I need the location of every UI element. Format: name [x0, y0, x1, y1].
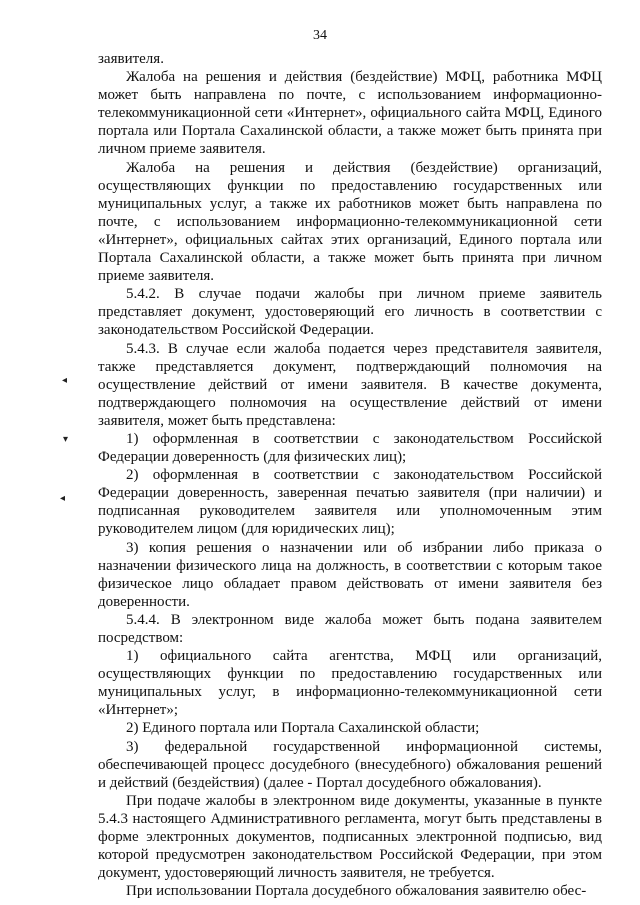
list-item: 3) копия решения о назначении или об избрании либо приказа о назначении физического лица на должность, в соответствии с которым такое физическое лицо обладает правом действовать от имени заявителя без доверенности. [98, 539, 602, 610]
paragraph: заявителя. [98, 51, 164, 67]
document-body [98, 50, 602, 900]
margin-mark: ▾ [63, 434, 69, 445]
paragraph: При использовании Портала досудебного обжалования заявителю обес- [126, 883, 587, 900]
page-number: 34 [313, 28, 327, 43]
paragraph: При подаче жалобы в электронном виде документы, указанные в пункте 5.4.3 настоящего Административного регламента, могут быть представлены в форме электронных документов, подписанных электронной подписью, вид которой предусмотрен законодательством Российской Федерации, при этом документ, удостоверяющий личность заявителя, не требуется. [98, 792, 602, 882]
list-item: 1) официального сайта агентства, МФЦ или организаций, осуществляющих функции по предоставлению государственных или муниципальных услуг, в информационно-телекоммуникационной сети «Интернет»; [98, 648, 602, 719]
paragraph: 5.4.4. В электронном виде жалоба может быть подана заявителем посредством: [98, 611, 602, 646]
list-item: 1) оформленная в соответствии с законодательством Российской Федерации доверенность (для физических лиц); [98, 430, 602, 466]
list-item: 3) федеральной государственной информационной системы, обеспечивающей процесс досудебного (внесудебного) обжалования решений и действий (бездействия) (далее - Портал досудебного обжалования). [98, 738, 602, 791]
list-item: 2) Единого портала или Портала Сахалинской области; [126, 720, 480, 737]
paragraph: 5.4.3. В случае если жалоба подается через представителя заявителя, также представляется документ, подтверждающий полномочия на осуществление действий от имени заявителя. В качестве документа, подтверждающего полномочия на осуществление действий от имени заявителя, может быть представлена: [98, 340, 602, 429]
list-item: 2) оформленная в соответствии с законодательством Российской Федерации доверенность, заверенная печатью заявителя (при наличии) и подписанная руководителем заявителя или уполномоченным этим руководителем лицом (для юридических лиц); [98, 467, 602, 538]
paragraph: Жалоба на решения и действия (бездействие) организаций, осуществляющих функции по предоставлению государственных или муниципальных услуг, а также их работников может быть направлена по почте, с использованием информационно-телекоммуникационной сети «Интернет», официальных сайтах этих организаций, Единого портала или Портала Сахалинской области, а также может быть принята при личном приеме заявителя. [98, 159, 602, 285]
margin-mark: ◂ [62, 375, 68, 386]
paragraph: Жалоба на решения и действия (бездействие) МФЦ, работника МФЦ может быть направлена по почте, с использованием информационно-телекоммуникационной сети «Интернет», официального сайта МФЦ, Единого портала или Портала Сахалинской области, а также может быть принята при личном приеме заявителя. [98, 69, 602, 158]
paragraph: 5.4.2. В случае подачи жалобы при личном приеме заявитель представляет документ, удостоверяющий его личность в соответствии с законодательством Российской Федерации. [98, 286, 602, 339]
margin-mark: ◂ [60, 493, 66, 504]
